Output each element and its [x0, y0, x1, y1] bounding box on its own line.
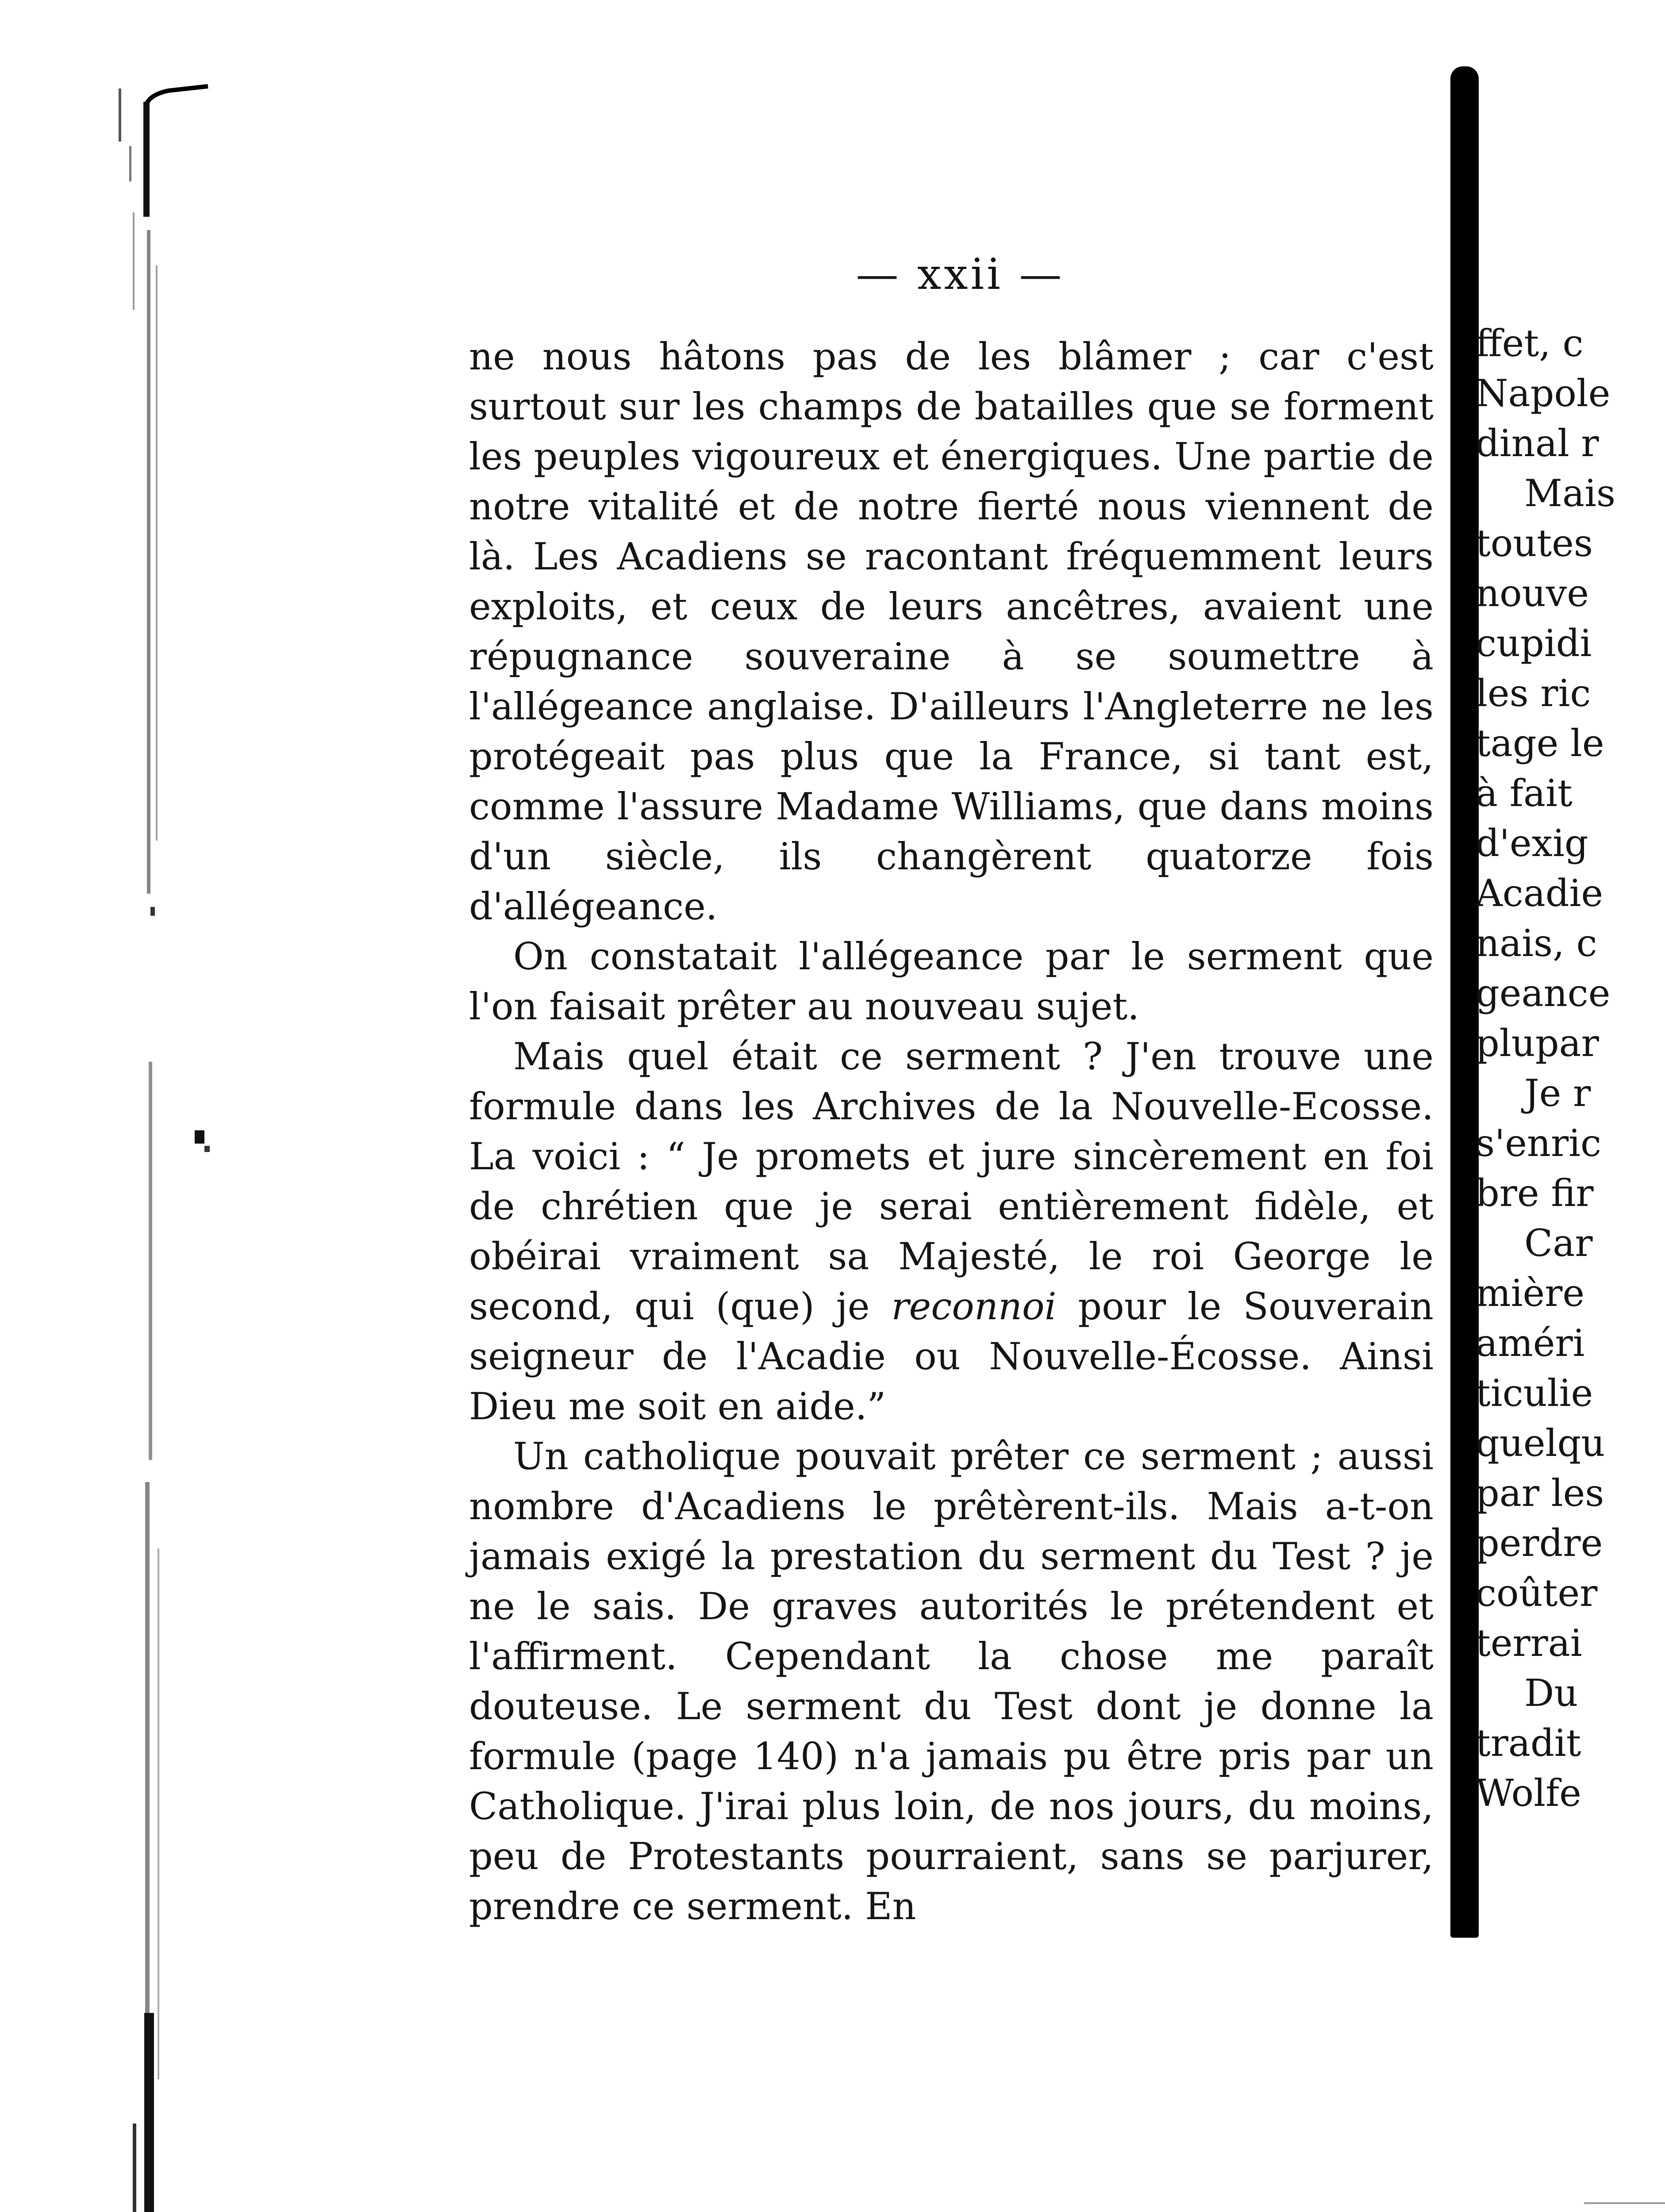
scan-edge-marks [0, 0, 248, 2212]
paragraph-4: Un catholique pouvait prêter ce serment ; aussi nombre d'Acadiens le prêtèrent-ils. Mais a-t-on jamais exigé la prestation du serment du Test ? je ne le sais. De graves autorités le prétendent et l'affirment. Cependant la chose me paraît douteuse. Le serment du Test dont je donne la formule (page 140) n'a jamais pu être pris par un Catholique. J'irai plus loin, de nos jours, du moins, peu de Protestants pourraient, sans se parjurer, prendre ce serment. En [469, 1435, 1434, 1928]
facing-line: cupidi [1476, 622, 1592, 665]
facing-line: Je r [1524, 1071, 1591, 1115]
facing-line: ticulie [1476, 1371, 1593, 1415]
facing-line: Napole [1476, 372, 1611, 415]
page-number-header: — xxii — [856, 250, 1065, 299]
facing-line: tradit [1476, 1721, 1581, 1765]
facing-line: Car [1524, 1221, 1593, 1265]
paragraph-2: On constatait l'allégeance par le serment que l'on faisait prêter au nouveau sujet. [469, 935, 1434, 1028]
facing-page-column [1476, 319, 1665, 1858]
facing-line: à fait [1476, 772, 1573, 815]
oath-text-before: Mais quel était ce serment ? J'en trouve une formule dans les Archives de la Nouvelle-Ecosse. La voici : “ Je promets et jure sincèrement en foi de chrétien que je serai entièrement fidèle, et obéirai vraiment sa Majesté, le roi George le second, qui (que) je [469, 1035, 1434, 1328]
facing-line: toutes [1476, 522, 1593, 565]
facing-line: d'exig [1476, 822, 1588, 865]
facing-line: coûter [1476, 1571, 1598, 1615]
facing-line: nais, c [1476, 922, 1597, 965]
facing-line: quelqu [1476, 1421, 1605, 1465]
oath-text-after: pour le Souverain seigneur de l'Acadie ou Nouvelle-Écosse. Ainsi Dieu me soit en aide.” [469, 1285, 1434, 1428]
facing-line: Wolfe [1476, 1771, 1581, 1815]
facing-line: nouve [1476, 572, 1589, 615]
facing-line: terrai [1476, 1621, 1582, 1665]
facing-line: par les [1476, 1471, 1604, 1515]
facing-line: Mais [1524, 472, 1616, 515]
facing-line: tage le [1476, 722, 1604, 765]
paragraph-3-oath [469, 1032, 1434, 1432]
facing-line: geance [1476, 972, 1611, 1015]
facing-line: perdre [1476, 1521, 1603, 1565]
binding-gutter-bar [1450, 66, 1479, 1938]
paragraph-1: ne nous hâtons pas de les blâmer ; car c'est surtout sur les champs de batailles que se forment les peuples vigoureux et énergiques. Une partie de notre vitalité et de notre fierté nous viennent de là. Les Acadiens se racontant fréquemment leurs exploits, et ceux de leurs ancêtres, avaient une répugnance souveraine à se soumettre à l'allégeance anglaise. D'ailleurs l'Angleterre ne les protégeait pas plus que la France, si tant est, comme l'assure Madame Williams, que dans moins d'un siècle, ils changèrent quatorze fois d'allégeance. [469, 335, 1434, 928]
facing-line: plupar [1476, 1022, 1599, 1065]
oath-italic-word: reconnoi [891, 1285, 1057, 1328]
facing-line: les ric [1476, 672, 1591, 715]
facing-line: bre fir [1476, 1171, 1594, 1215]
facing-line: améri [1476, 1321, 1585, 1365]
body-text [469, 332, 1434, 1932]
corner-rule-mark [1584, 2202, 1665, 2204]
facing-line: Acadie [1476, 872, 1603, 915]
facing-line: mière [1476, 1271, 1585, 1315]
facing-line: Du [1524, 1671, 1578, 1715]
facing-line: s'enric [1476, 1121, 1602, 1165]
facing-line: ffet, c [1476, 322, 1584, 365]
facing-line: dinal r [1476, 422, 1599, 465]
